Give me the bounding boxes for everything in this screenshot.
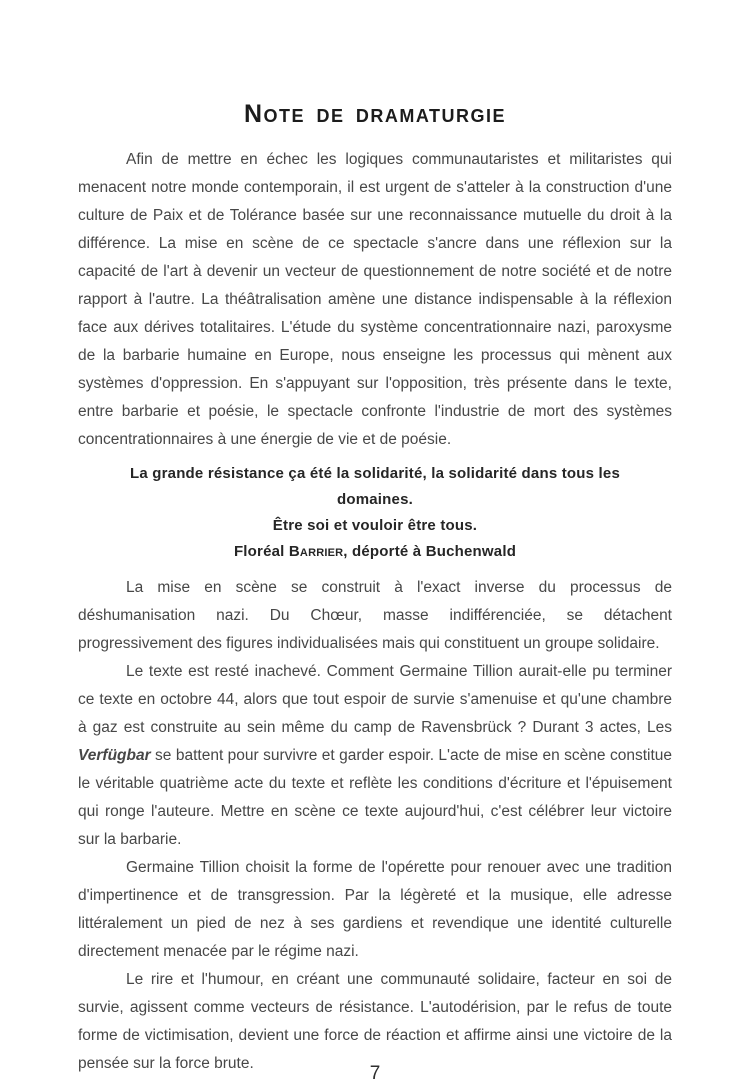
quote-block [125,461,625,565]
paragraph-5: Le rire et l'humour, en créant une communauté solidaire, facteur en soi de survie, agissent comme vecteurs de résistance. L'autodérision, par le refus de toute forme de victimisation, devient une force de réaction et affirme ainsi une victoire de la pensée sur la force brute. [78,971,672,1072]
paragraph-2: La mise en scène se construit à l'exact inverse du processus de déshumanisation nazi. Du Chœur, masse indifférenciée, se détachent progressivement des figures individualisées mais qui constituent un groupe solidaire. [78,579,672,652]
quote-line-1: La grande résistance ça été la solidarité, la solidarité dans tous les [129,465,621,482]
page-number: 7 [369,1063,381,1084]
attribution-pre: Floréal [233,543,289,560]
paragraph-1: Afin de mettre en échec les logiques communautaristes et militaristes qui menacent notre monde contemporain, il est urgent de s'atteler à la construction d'une culture de Paix et de Tolérance basée sur une reconnaissance mutuelle du droit à la différence. La mise en scène de ce spectacle s'ancre dans une réflexion sur la capacité de l'art à devenir un vecteur de questionnement de notre société et de notre rapport à l'autre. La théâtralisation amène une distance indispensable à la réflexion face aux dérives totalitaires. L'étude du système concentrationnaire nazi, paroxysme de la barbarie humaine en Europe, nous enseigne les processus qui mènent aux systèmes d'oppression. En s'appuyant sur l'opposition, très présente dans le texte, entre barbarie et poésie, le spectacle confronte l'industrie de mort des systèmes concentrationnaires à une énergie de vie et de poésie. [78,151,672,448]
paragraph-3-text-after: se battent pour survivre et garder espoir. L'acte de mise en scène constitue le véritable quatrième acte du texte et reflète les conditions d'écriture et l'épuisement qui ronge l'auteure. Mettre en scène ce texte aujourd'hui, c'est célébrer leur victoire sur la barbarie. [78,747,672,848]
page-title: Note de dramaturgie [243,100,507,128]
paragraph-3-emphasis-verfugbar: Verfügbar [78,747,151,764]
attribution-name: Barrier [288,543,344,560]
attribution-post: , déporté à Buchenwald [343,543,517,560]
quote-line-3: Être soi et vouloir être tous. [272,517,478,534]
paragraph-3-text-before: Le texte est resté inachevé. Comment Germaine Tillion aurait-elle pu terminer ce texte en octobre 44, alors que tout espoir de survie s'amenuise et qu'une chambre à gaz est construite au sein même du camp de Ravensbrück ? Durant 3 actes, Les [78,663,672,736]
quote-line-2: domaines. [337,491,413,508]
paragraph-3 [78,658,672,854]
paragraph-4: Germaine Tillion choisit la forme de l'opérette pour renouer avec une tradition d'impertinence et de transgression. Par la légèreté et la musique, elle adresse littéralement un pied de nez à ses gardiens et revendique une identité culturelle directement menacée par le régime nazi. [78,859,672,960]
quote-attribution [125,539,625,565]
document-body [78,146,672,1078]
